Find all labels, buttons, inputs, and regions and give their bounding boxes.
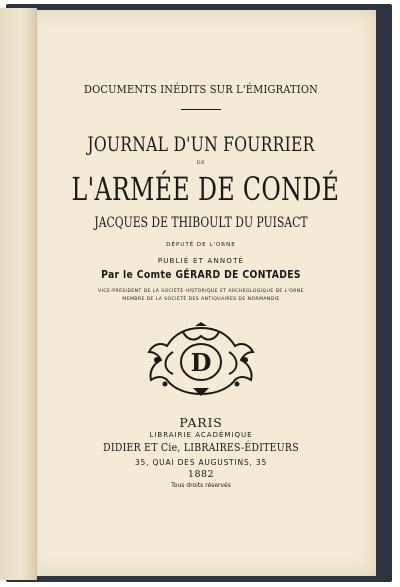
publication-year: 1882 [187, 469, 215, 480]
ornament-letter: D [190, 348, 212, 377]
editor-affiliation-2: MEMBRE DE LA SOCIÉTÉ DES ANTIQUAIRES DE NORMANDIE [122, 297, 280, 302]
publisher-name: DIDIER ET Cie, LIBRAIRES-ÉDITEURS [103, 441, 299, 454]
author-role: DÉPUTÉ DE L'ORNE [166, 242, 236, 248]
title-line-2: L'ARMÉE DE CONDÉ [71, 170, 340, 208]
divider-rule [181, 109, 221, 110]
author-name: JACQUES DE THIBOULT DU PUISACT [94, 215, 308, 231]
editor-name: Par le Comte GÉRARD DE CONTADES [101, 269, 301, 281]
printer-ornament-icon [143, 322, 259, 398]
editor-affiliation-1: VICE-PRÉSIDENT DE LA SOCIÉTÉ HISTORIQUE ET ARCHÉOLOGIQUE DE L'ORNE [98, 289, 304, 294]
title-line-1: JOURNAL D'UN FOURRIER [87, 132, 315, 156]
title-connector: DE [196, 160, 206, 166]
series-title: DOCUMENTS INÉDITS SUR L'ÉMIGRATION [84, 82, 318, 96]
library-name: LIBRAIRIE ACADÉMIQUE [149, 431, 253, 439]
published-annotated: PUBLIÉ ET ANNOTÉ [157, 257, 245, 265]
publisher-address: 35, QUAI DES AUGUSTINS, 35 [134, 458, 268, 467]
publication-city: PARIS [179, 415, 223, 430]
rights-notice: Tous droits réservés [171, 482, 231, 489]
page-edge [0, 8, 37, 580]
